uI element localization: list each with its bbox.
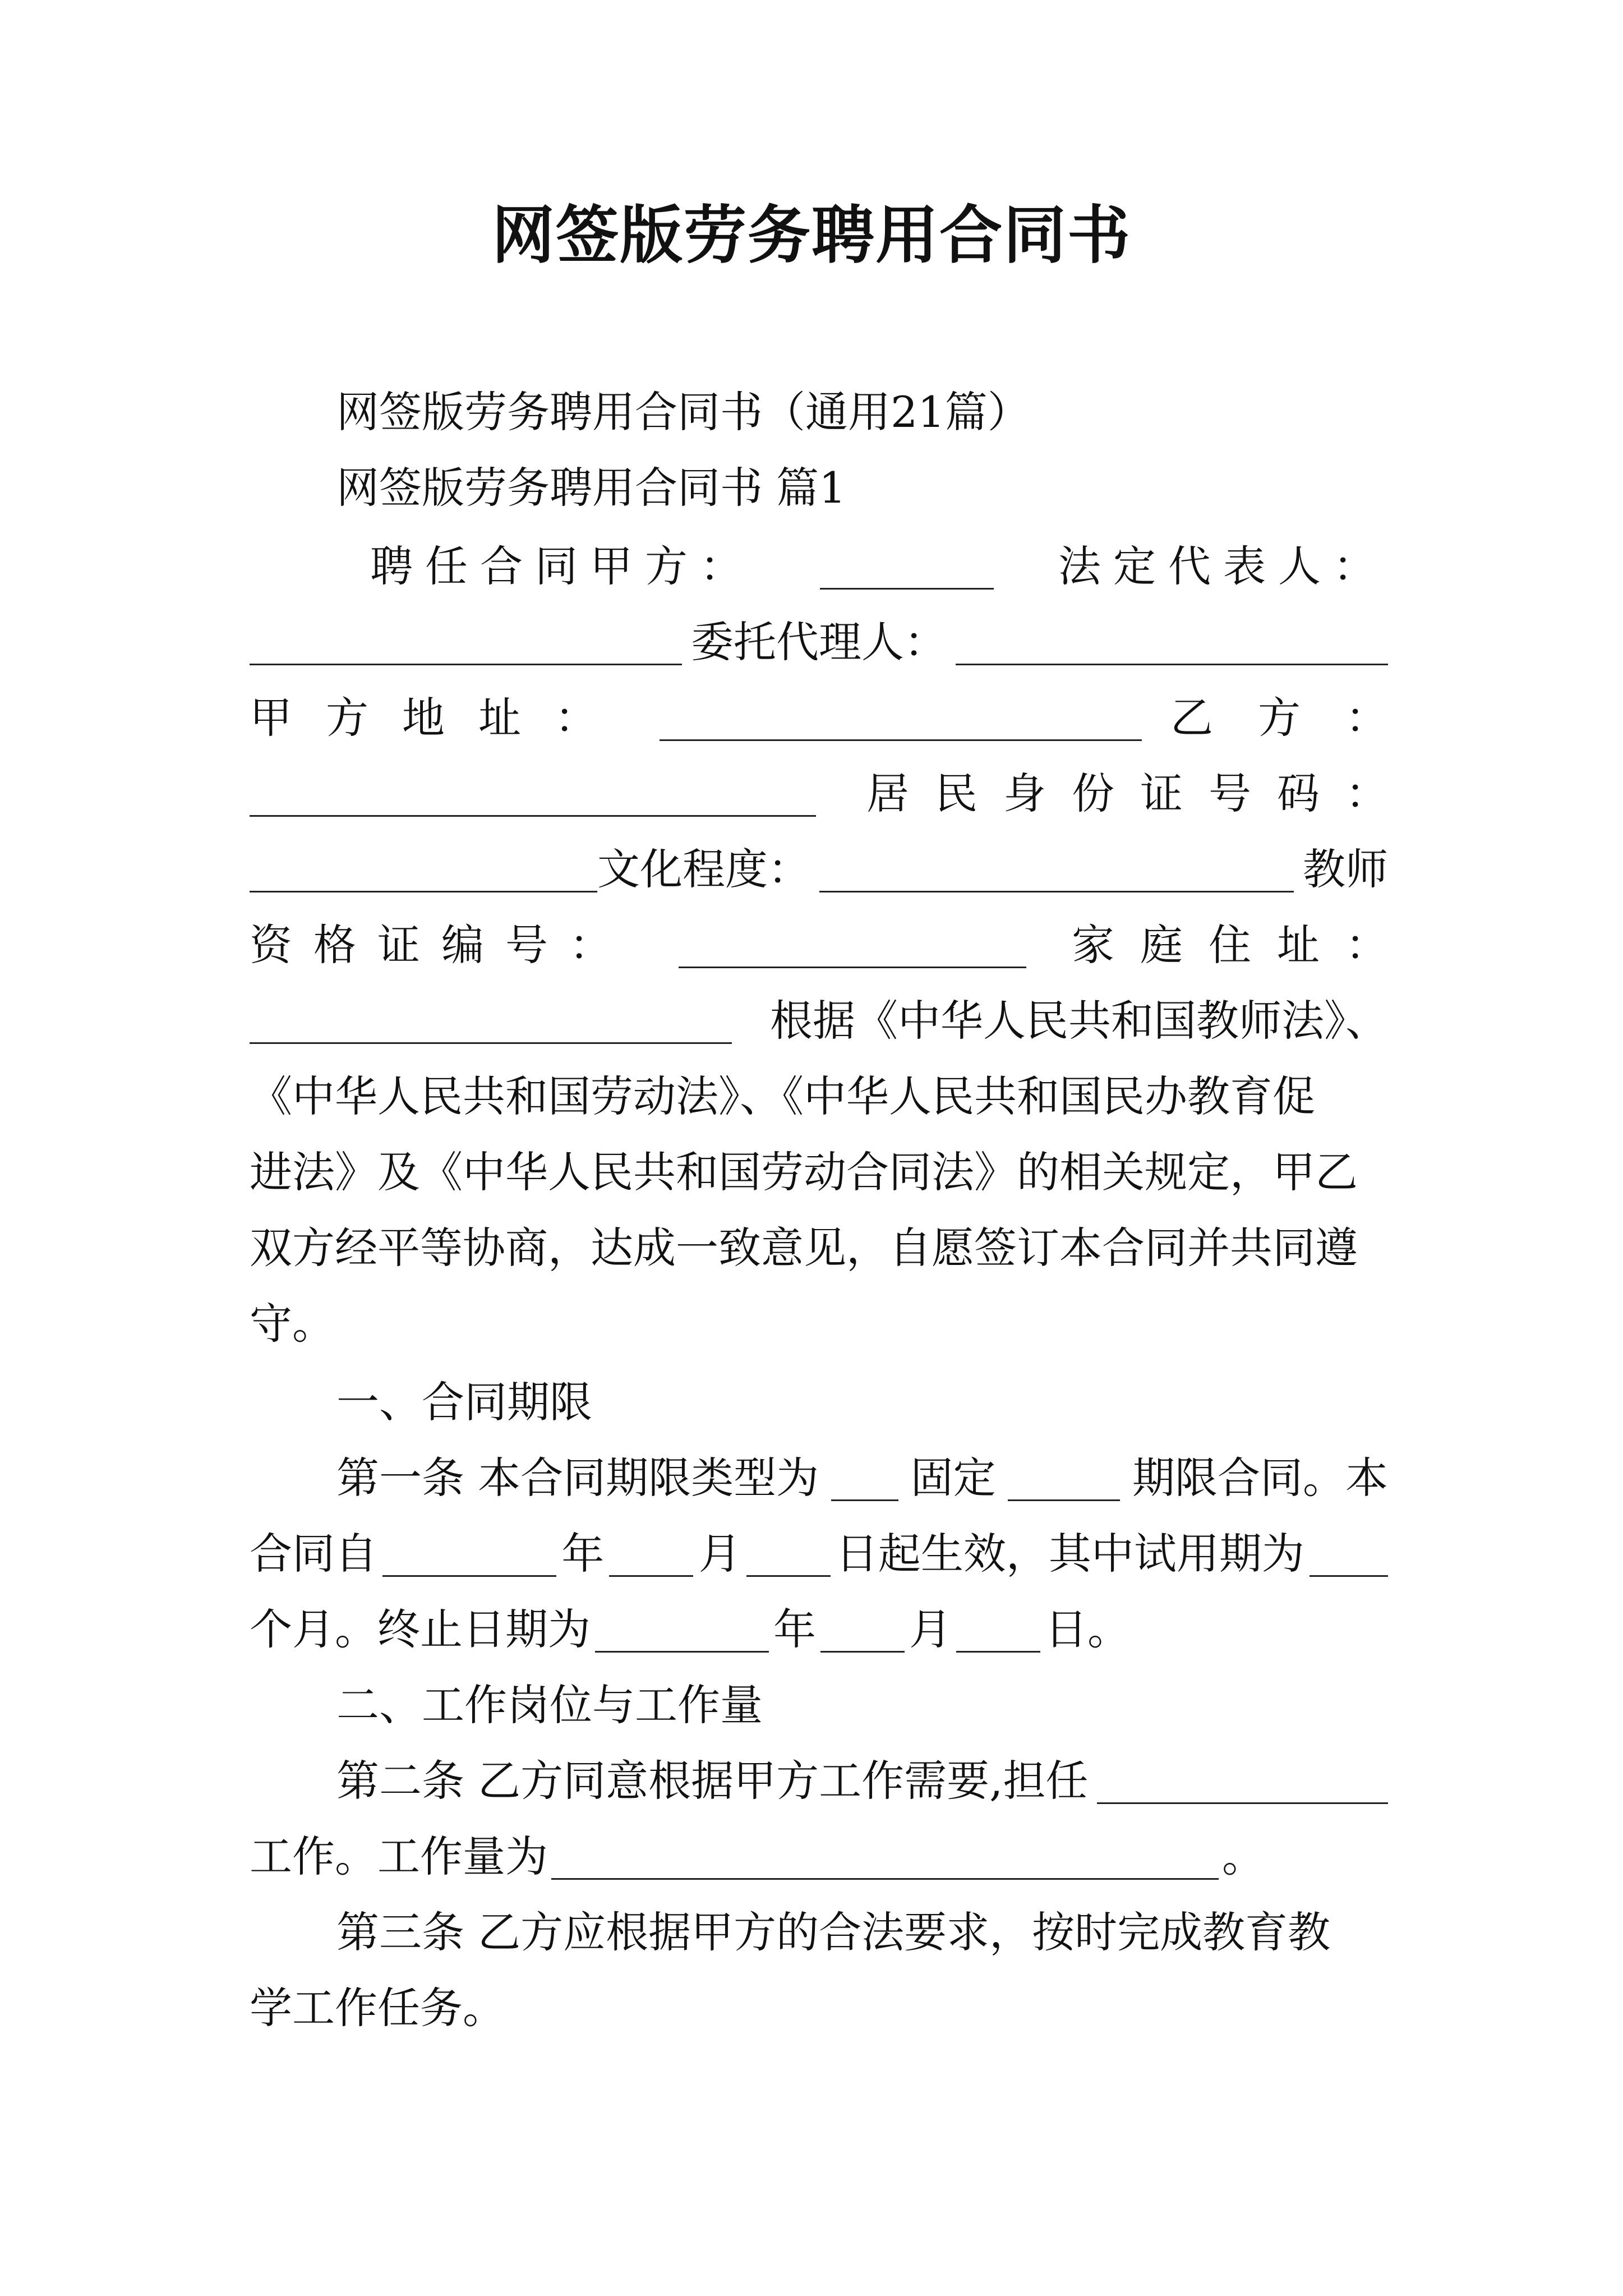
home-address-label: 家庭住址： [1072, 920, 1414, 970]
document-title: 网签版劳务聘用合同书 [492, 199, 1131, 272]
party-a-blank [820, 544, 994, 590]
term-type-blank-left [831, 1456, 898, 1501]
contract-party-a-label: 聘任合同甲方： [370, 541, 755, 591]
teacher-cert-label-part2: 资格证编号： [250, 920, 633, 970]
id-number-label: 居民身份证号码： [866, 769, 1414, 818]
article-2-line-2 [250, 1818, 1388, 1896]
section-heading: 网签版劳务聘用合同书 篇1 [336, 463, 846, 513]
start-month-blank [609, 1531, 693, 1577]
legal-rep-label: 法定代表人： [1058, 541, 1388, 591]
start-year-label: 年 [561, 1529, 605, 1579]
article-2-line-1 [336, 1742, 1388, 1820]
term-type-fixed: 固定 [910, 1453, 996, 1503]
chapter-2-heading: 二、工作岗位与工作量 [336, 1680, 763, 1730]
chapter-1-heading: 一、合同期限 [336, 1377, 592, 1427]
term-type-blank-right [1008, 1456, 1120, 1501]
probation-blank [1310, 1531, 1388, 1577]
article-1-line-1 [336, 1439, 1388, 1517]
article-3-line-2: 学工作任务。 [250, 1983, 505, 2033]
legal-rep-blank [250, 620, 682, 665]
workload-label: 工作。工作量为 [250, 1832, 548, 1881]
party-a-address-blank [660, 696, 1142, 741]
article-1-start-text: 日起生效，其中试用期为 [835, 1529, 1304, 1579]
article-1-text-2: 期限合同。本 [1132, 1453, 1388, 1503]
preamble-line-5: 守。 [250, 1299, 335, 1349]
article-1-end-label: 个月。终止日期为 [250, 1604, 591, 1654]
end-day-label: 日。 [1045, 1604, 1130, 1654]
preamble-line-4: 双方经平等协商，达成一致意见，自愿签订本合同并共同遵 [250, 1223, 1358, 1273]
education-label: 文化程度： [597, 844, 810, 894]
contract-line-id [250, 754, 1414, 833]
home-address-blank [250, 999, 732, 1044]
id-number-blank [250, 847, 597, 892]
article-1-start-label: 合同自 [250, 1529, 377, 1579]
article-3-line-1: 第三条 乙方应根据甲方的合法要求，按时完成教育教 [336, 1907, 1331, 1957]
teacher-cert-blank [679, 923, 1026, 968]
end-year-label: 年 [773, 1604, 816, 1654]
education-blank [819, 847, 1294, 892]
article-2-text: 第二条 乙方同意根据甲方工作需要,担任 [336, 1756, 1089, 1806]
teacher-cert-label-part1: 教师 [1303, 844, 1388, 894]
workload-blank [551, 1834, 1219, 1880]
position-blank [1097, 1759, 1388, 1804]
party-b-label: 乙方： [1170, 693, 1433, 743]
document-subtitle: 网签版劳务聘用合同书（通用21篇） [336, 387, 1030, 437]
party-b-blank [250, 771, 816, 817]
preamble-line-3: 进法》及《中华人民共和国劳动合同法》的相关规定，甲乙 [250, 1147, 1358, 1197]
start-month-label: 月 [698, 1529, 741, 1579]
start-day-blank [746, 1531, 831, 1577]
article-1-line-3 [250, 1590, 1388, 1669]
contract-line-agent [250, 603, 1388, 682]
preamble-text-1: 根据《中华人民共和国教师法》、 [770, 996, 1388, 1046]
end-month-blank [820, 1607, 905, 1653]
contract-line-cert [250, 906, 1414, 984]
agent-blank [956, 620, 1388, 665]
preamble-line-2: 《中华人民共和国劳动法》、《中华人民共和国民办教育促 [250, 1071, 1315, 1121]
party-a-address-label: 甲方地址： [250, 693, 631, 743]
workload-end: 。 [1222, 1832, 1265, 1881]
article-1-line-2 [250, 1515, 1388, 1593]
contract-line-party-a [370, 527, 1388, 606]
article-1-text: 第一条 本合同期限类型为 [336, 1453, 819, 1503]
contract-line-education [250, 830, 1388, 909]
start-year-blank [382, 1531, 556, 1577]
contract-line-address [250, 679, 1433, 757]
end-month-label: 月 [909, 1604, 952, 1654]
end-year-blank [595, 1607, 769, 1653]
end-day-blank [956, 1607, 1040, 1653]
agent-label: 委托代理人： [691, 617, 947, 667]
preamble-line-1 [250, 982, 1388, 1060]
